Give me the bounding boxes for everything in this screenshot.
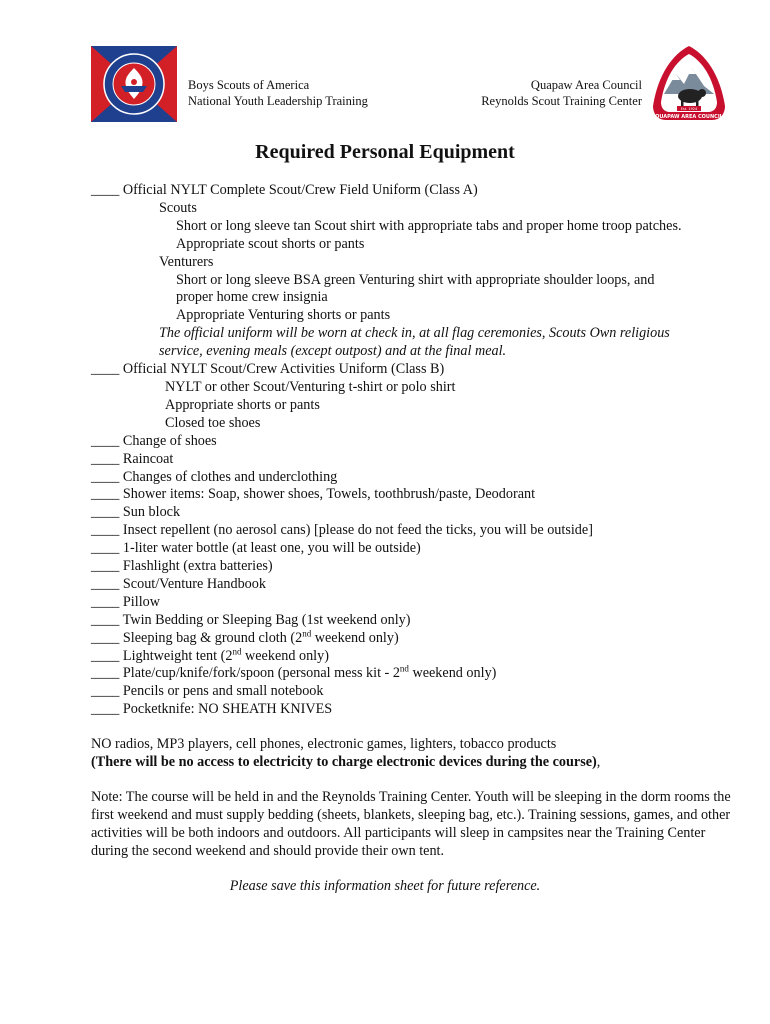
sub-heading-venturers: Venturers [159, 253, 214, 270]
list-item: ____ Change of shoes [91, 432, 217, 449]
list-item: ____ Official NYLT Complete Scout/Crew Field Uniform (Class A) [91, 182, 478, 198]
list-item: ____ Flashlight (extra batteries) [91, 558, 273, 575]
checkbox-blank[interactable]: ____ [91, 611, 120, 628]
sub-item: Short or long sleeve BSA green Venturing shirt with appropriate shoulder loops, and [176, 271, 655, 288]
checkbox-blank[interactable]: ____ [91, 647, 120, 664]
list-item: ____ Sun block [91, 504, 181, 521]
sub-heading-scouts: Scouts [159, 199, 197, 216]
uniform-note: The official uniform will be worn at check in, at all flag ceremonies, Scouts Own religious [159, 325, 670, 342]
org-name: Boys Scouts of America [188, 78, 310, 92]
header-left [188, 77, 368, 109]
checkbox-blank[interactable]: ____ [91, 504, 120, 521]
list-item: ____ Pillow [91, 593, 160, 610]
checkbox-blank[interactable]: ____ [91, 361, 120, 378]
list-item: ____ Official NYLT Scout/Crew Activities Uniform (Class B) [91, 361, 445, 378]
checkbox-blank[interactable]: ____ [91, 575, 120, 592]
logo-council-text: QUAPAW AREA COUNCIL [655, 114, 723, 120]
list-item: ____ Pencils or pens and small notebook [91, 683, 324, 700]
checkbox-blank[interactable]: ____ [91, 629, 120, 646]
uniform-note: service, evening meals (except outpost) and at the final meal. [159, 343, 507, 360]
checkbox-blank[interactable]: ____ [91, 432, 120, 449]
program-name: National Youth Leadership Training [188, 94, 368, 108]
closing-note: Please save this information sheet for future reference. [229, 878, 541, 894]
sub-item: proper home crew insignia [176, 289, 328, 306]
list-item: ____ Insect repellent (no aerosol cans) [please do not feed the ticks, you will be outside] [91, 522, 593, 539]
list-item: ____ Sleeping bag & ground cloth (2nd weekend only) [91, 627, 399, 646]
checkbox-blank[interactable]: ____ [91, 683, 120, 700]
list-item: ____ Twin Bedding or Sleeping Bag (1st weekend only) [91, 611, 411, 628]
prohibited-items-paragraph [91, 736, 731, 772]
logo-est-text: Est. 1924 [680, 107, 698, 111]
checkbox-blank[interactable]: ____ [91, 182, 120, 198]
list-item: ____ Plate/cup/knife/fork/spoon (personal mess kit - 2nd weekend only) [91, 663, 497, 682]
list-item: ____ 1-liter water bottle (at least one, you will be outside) [91, 540, 421, 557]
checkbox-blank[interactable]: ____ [91, 558, 120, 575]
electricity-notice: (There will be no access to electricity to charge electronic devices during the course), [91, 753, 601, 770]
list-item: ____ Lightweight tent (2nd weekend only) [91, 645, 329, 664]
nylt-logo [91, 46, 177, 122]
checkbox-blank[interactable]: ____ [91, 665, 120, 682]
list-item: ____ Changes of clothes and underclothing [91, 468, 338, 485]
quapaw-council-logo [650, 44, 728, 122]
header-right [481, 77, 642, 109]
list-item: ____ Scout/Venture Handbook [91, 575, 266, 592]
checkbox-blank[interactable]: ____ [91, 486, 120, 503]
sub-item: Appropriate shorts or pants [165, 396, 320, 413]
checkbox-blank[interactable]: ____ [91, 468, 120, 485]
list-item: ____ Raincoat [91, 450, 174, 467]
checkbox-blank[interactable]: ____ [91, 701, 120, 718]
sub-item: NYLT or other Scout/Venturing t-shirt or polo shirt [165, 378, 456, 395]
equipment-checklist [91, 182, 741, 719]
sub-item: Appropriate Venturing shorts or pants [176, 307, 391, 324]
sub-item: Closed toe shoes [165, 414, 261, 431]
checkbox-blank[interactable]: ____ [91, 593, 120, 610]
sub-item: Short or long sleeve tan Scout shirt with appropriate tabs and proper home troop patches. [176, 217, 682, 234]
checkbox-blank[interactable]: ____ [91, 540, 120, 557]
list-item: ____ Shower items: Soap, shower shoes, Towels, toothbrush/paste, Deodorant [91, 486, 536, 503]
council-name: Quapaw Area Council [530, 78, 642, 92]
list-item: ____ Pocketknife: NO SHEATH KNIVES [91, 701, 333, 718]
page-title: Required Personal Equipment [255, 141, 515, 163]
checkbox-blank[interactable]: ____ [91, 450, 120, 467]
checkbox-blank[interactable]: ____ [91, 522, 120, 539]
training-center-name: Reynolds Scout Training Center [481, 94, 642, 108]
sub-item: Appropriate scout shorts or pants [176, 235, 365, 252]
prohibited-items: NO radios, MP3 players, cell phones, electronic games, lighters, tobacco products [91, 736, 557, 752]
course-note: Note: The course will be held in and the Reynolds Training Center. Youth will be sleeping in the dorm rooms the first weekend and must supply bedding (sheets, blankets, sleeping bag, etc.). Training sessions, games, and other activities will be both indoors and outdoors. All participants will sleep in campsites near the Training Center during the second weekend and should provide their own tent. [91, 789, 731, 859]
